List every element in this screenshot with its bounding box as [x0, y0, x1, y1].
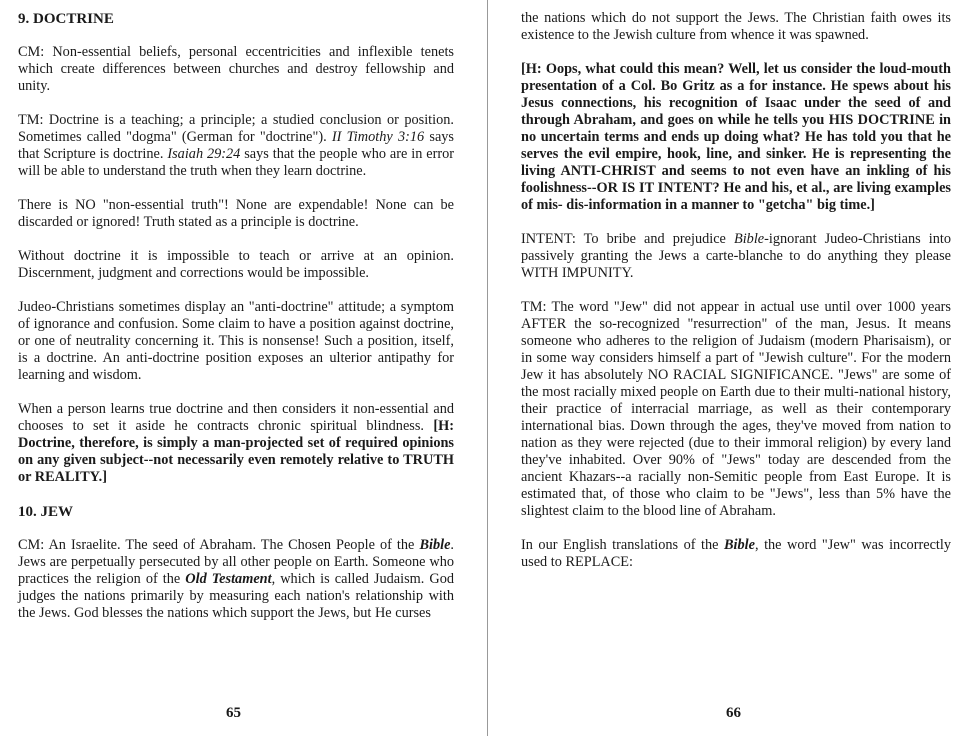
when-person-learns-paragraph	[18, 401, 454, 486]
section-heading-jew: 10. JEW	[18, 504, 74, 520]
without-doctrine-paragraph: Without doctrine it is impossible to teach or arrive at an opinion. Discernment, judgment and corrections would be impossible.	[18, 248, 454, 281]
intent-text-b: -ignorant Judeo-Christians into passively granting the Jews a carte-blanche to do anything they please WITH IMPUNITY.	[521, 231, 951, 281]
no-nonessential-paragraph: There is NO "non-essential truth"! None are expendable! None can be discarded or ignored! Truth stated as a principle is doctrine.	[18, 197, 454, 230]
when-text: When a person learns true doctrine and then considers it non-essential and chooses to set it aside he contracts chronic spiritual blindness.	[18, 401, 454, 434]
h-comment-doctrine: [H: Doctrine, therefore, is simply a man-projected set of required opinions on any given subject--not necessarily even remotely relative to TRUTH or REALITY.]	[18, 418, 454, 485]
bible-word: Bible	[724, 537, 755, 553]
tm-jew-paragraph: TM: The word "Jew" did not appear in actual use until over 1000 years AFTER the so-recognized "resurrection" of the man, Jesus. It means someone who adheres to the religion of Judaism (modern Pharisaism), or in some way considers himself a part of "Jewish culture". For the modern Jew it has absolutely NO RACIAL SIGNIFICANCE. "Jews" are some of the most racially mixed people on Earth due to their multi-national history, their practice of interracial marriage, as well as their contemporary international bias. Down through the ages, they've moved from nation to nation as they were rejected (due to their immoral religion) by every land they've inhabited. Over 90% of "Jews" today are descended from the ancient Khazars--a racially non-Semitic people from East Europe. It is estimated that, of those who claim to be "Jews", less than 5% have the slightest claim to the blood line of Abraham.	[521, 299, 951, 519]
intent-text-a: INTENT: To bribe and prejudice	[521, 231, 734, 247]
section-heading-doctrine: 9. DOCTRINE	[18, 11, 114, 27]
page-number-right: 66	[726, 705, 741, 721]
judeo-christians-paragraph: Judeo-Christians sometimes display an "anti-doctrine" attitude; a symptom of ignorance and confusion. Some claim to have a position against doctrine, or one of neutrality concerning it. This is nonsense! Such a position, itself, is a doctrine. An anti-doctrine position exposes an ulterior antipathy for learning and wisdom.	[18, 299, 454, 383]
page-number-left: 65	[226, 705, 241, 721]
left-page	[18, 10, 454, 639]
tm-doctrine-text-c: says that the people who are in error will be able to understand the truth when they learn doctrine.	[18, 146, 455, 179]
english-translations-paragraph	[521, 537, 951, 571]
tm-doctrine-paragraph	[18, 112, 454, 180]
english-text-a: In our English translations of the	[521, 537, 724, 553]
scripture-ref-timothy: II Timothy 3:16	[331, 129, 425, 145]
english-text-b: , the word "Jew" was incorrectly used to REPLACE:	[521, 537, 952, 570]
cm-jew-text-b: . Jews are perpetually persecuted by all other people on Earth. Someone who practices the religion of the	[18, 537, 454, 587]
intent-paragraph	[521, 231, 951, 282]
continued-paragraph: the nations which do not support the Jews. The Christian faith owes its existence to the Jewish culture from whence it was spawned.	[521, 10, 951, 43]
cm-jew-text-c: , which is called Judaism. God judges the nations primarily by measuring each nation's relationship with the Jews. God blesses the nations which support the Jews, but He curses	[18, 571, 455, 621]
bible-word: Bible	[733, 231, 765, 247]
tm-doctrine-text-b: says that Scripture is doctrine.	[18, 129, 454, 162]
h-comment-gritz: [H: Oops, what could this mean? Well, let us consider the loud-mouth presentation of a Col. Bo Gritz as a for instance. He spews about his Jesus connections, his recognition of Isaac under the seed of and through Abraham, and goes on while he tells you HIS DOCTRINE in no uncertain terms and ends up doing what? He has told you that he serves the evil empire, hook, line, and sinker. He is representing the living ANTI-CHRIST and seems to not even have an inkling of his foolishness--OR IS IT INTENT? He and his, et al., are living examples of mis- dis-information in a manner to "getcha" big time.]	[521, 61, 951, 213]
old-testament-word: Old Testament	[185, 571, 272, 587]
scripture-ref-isaiah: Isaiah 29:24	[167, 146, 241, 162]
cm-jew-text-a: CM: An Israelite. The seed of Abraham. The Chosen People of the	[18, 537, 420, 553]
cm-doctrine-paragraph: CM: Non-essential beliefs, personal eccentricities and inflexible tenets which create differences between churches and destroy fellowship and unity.	[18, 44, 454, 94]
tm-doctrine-text-a: TM: Doctrine is a teaching; a principle; a studied conclusion or position. Sometimes called "dogma" (German for "doctrine").	[18, 112, 454, 145]
cm-jew-paragraph	[18, 537, 454, 622]
page-gutter-divider	[487, 0, 488, 736]
right-page	[521, 10, 951, 588]
bible-word: Bible	[419, 537, 451, 553]
